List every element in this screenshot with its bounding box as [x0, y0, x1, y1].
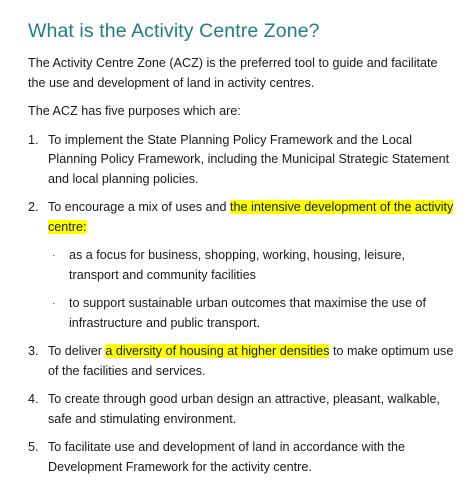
bullet-icon: · [52, 298, 56, 309]
list-number: 2. [28, 200, 39, 214]
list-number: 1. [28, 132, 39, 147]
purpose-text: To deliver [48, 344, 102, 358]
list-number: 4. [28, 392, 39, 406]
bullet-icon: · [52, 250, 56, 261]
sub-list-item [48, 246, 458, 285]
highlighted-text: a diversity of housing at higher densities [105, 344, 330, 358]
list-number: 5. [28, 440, 39, 454]
purpose-text: To facilitate use and development of land in accordance with the Development Framework for the activity centre. [48, 440, 406, 474]
list-number: 3. [28, 344, 39, 358]
sub-item-text: as a focus for business, shopping, working, housing, leisure, transport and community facilities [69, 248, 406, 282]
lead-paragraph: The ACZ has five purposes which are: [28, 104, 241, 118]
document-page [28, 18, 458, 486]
sub-list-item [48, 294, 458, 333]
purposes-list [28, 131, 458, 478]
purpose-item-4 [28, 390, 458, 429]
highlighted-text: the intensive development of the activity centre: [48, 200, 454, 234]
purpose-text: To create through good urban design an attractive, pleasant, walkable, safe and stimulating environment. [48, 392, 441, 426]
purpose-text: To encourage a mix of uses and [48, 200, 227, 214]
purpose-text: To implement the State Planning Policy Framework and the Local Planning Policy Framework, including the Municipal Strategic Statement and local planning policies. [48, 132, 450, 186]
purpose-item-3 [28, 342, 458, 381]
purpose-item-5 [28, 438, 458, 477]
purpose-item-2 [28, 198, 458, 333]
purpose-sub-list [48, 246, 458, 333]
page-title: What is the Activity Centre Zone? [28, 20, 320, 42]
sub-item-text: to support sustainable urban outcomes that maximise the use of infrastructure and public transport. [69, 296, 427, 330]
purpose-text-after: to make optimum use of the facilities and services. [48, 344, 454, 378]
purpose-item-1 [28, 131, 458, 190]
intro-paragraph: The Activity Centre Zone (ACZ) is the preferred tool to guide and facilitate the use and development of land in activity centres. [28, 56, 438, 90]
